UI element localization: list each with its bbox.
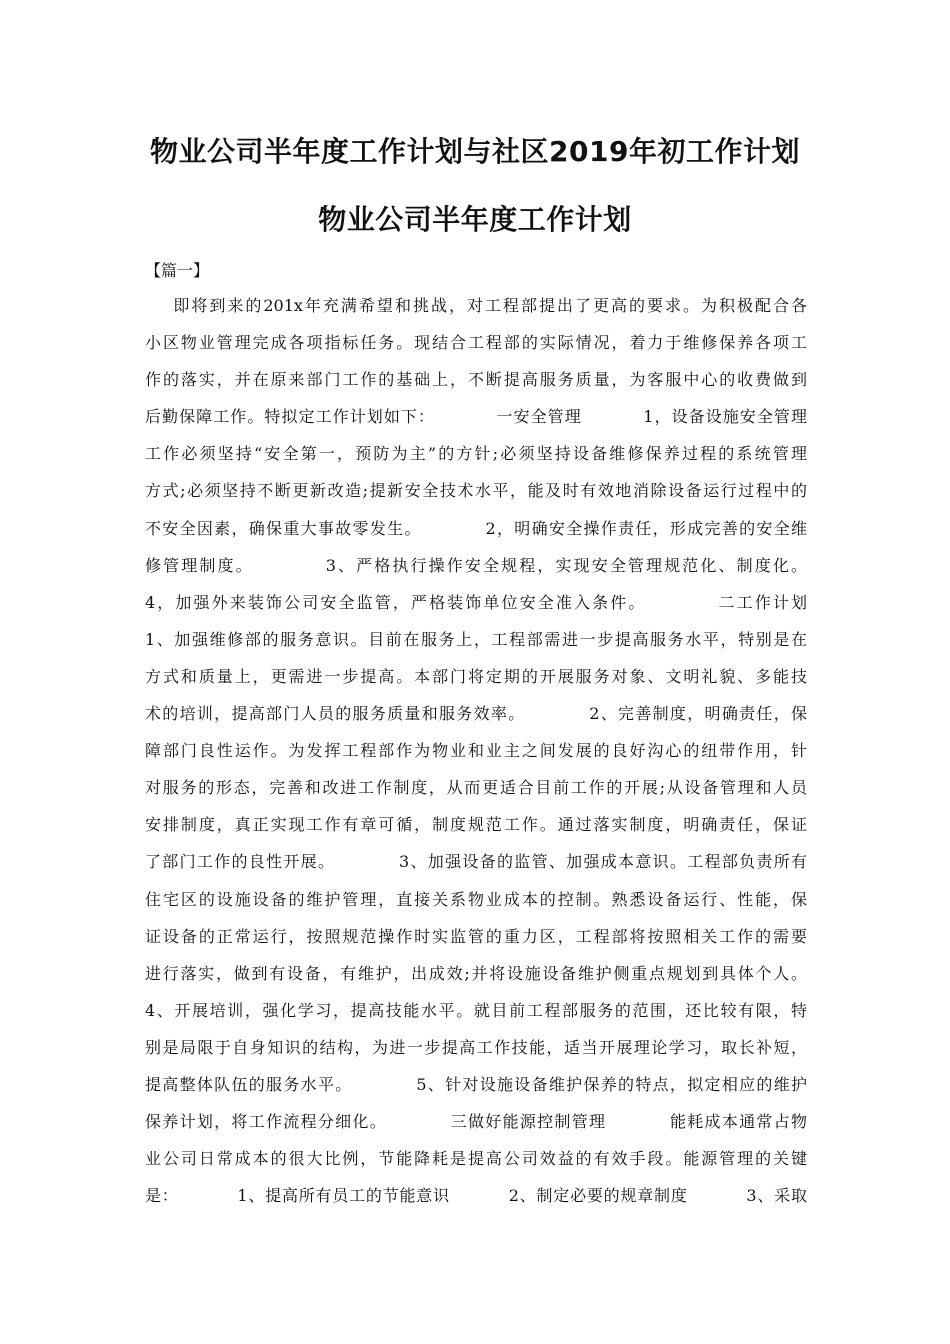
text-line: 进行落实，做到有设备，有维护，出成效;并将设施设备维护侧重点规划到具体个人。 [145,963,807,983]
text-line: 是： 1、提高所有员工的节能意识 2、制定必要的规章制度 3、采取 [145,1186,807,1206]
text-line: 即将到来的201x年充满希望和挑战，对工程部提出了更高的要求。为积极配合各 [145,296,807,315]
text-line: 证设备的正常运行，按照规范操作时实监管的重力区，工程部将按照相关工作的需要 [145,926,807,946]
body-text [145,287,807,1214]
text-line: 作的落实，并在原来部门工作的基础上，不断提高服务质量，为客服中心的收费做到 [145,370,807,390]
section-marker: 【篇一】 [145,261,210,280]
text-line: 工作必须坚持“安全第一，预防为主”的方针;必须坚持设备维修保养过程的系统管理 [145,444,807,464]
document-subtitle: 物业公司半年度工作计划 [318,203,632,236]
text-line: 4、开展培训，强化学习，提高技能水平。就目前工程部服务的范围，还比较有限，特 [145,1000,807,1020]
text-line: 别是局限于自身知识的结构，为进一步提高工作技能，适当开展理论学习，取长补短， [145,1037,807,1057]
text-line: 安排制度，真正实现工作有章可循，制度规范工作。通过落实制度，明确责任，保证 [145,815,807,835]
text-line: 小区物业管理完成各项指标任务。现结合工程部的实际情况，着力于维修保养各项工 [145,333,807,353]
text-line: 保养计划，将工作流程分细化。 三做好能源控制管理 能耗成本通常占物 [145,1112,807,1132]
text-line: 不安全因素，确保重大事故零发生。 2，明确安全操作责任，形成完善的安全维 [145,518,807,538]
text-line: 修管理制度。 3、严格执行操作安全规程，实现安全管理规范化、制度化。 [145,555,807,575]
text-line: 了部门工作的良性开展。 3、加强设备的监管、加强成本意识。工程部负责所有 [145,852,807,872]
text-line: 术的培训，提高部门人员的服务质量和服务效率。 2、完善制度，明确责任，保 [145,704,807,724]
text-line: 方式和质量上，更需进一步提高。本部门将定期的开展服务对象、文明礼貌、多能技 [145,666,807,686]
text-line: 方式;必须坚持不断更新改造;提新安全技术水平，能及时有效地消除设备运行过程中的 [145,481,807,501]
text-line: 后勤保障工作。特拟定工作计划如下： 一安全管理 1，设备设施安全管理 [145,407,807,427]
text-line: 提高整体队伍的服务水平。 5、针对设施设备维护保养的特点，拟定相应的维护 [145,1074,807,1094]
text-line: 住宅区的设施设备的维护管理，直接关系物业成本的控制。熟悉设备运行、性能，保 [145,889,807,909]
text-line: 业公司日常成本的很大比例，节能降耗是提高公司效益的有效手段。能源管理的关键 [145,1149,807,1169]
document-title: 物业公司半年度工作计划与社区2019年初工作计划 [150,135,800,168]
text-line: 障部门良性运作。为发挥工程部作为物业和业主之间发展的良好沟心的纽带作用，针 [145,741,807,761]
text-line: 4，加强外来装饰公司安全监管，严格装饰单位安全准入条件。 二工作计划 [145,592,807,612]
text-line: 对服务的形态，完善和改进工作制度，从而更适合目前工作的开展;从设备管理和人员 [145,778,807,798]
text-line: 1、加强维修部的服务意识。目前在服务上，工程部需进一步提高服务水平，特别是在 [145,629,807,649]
